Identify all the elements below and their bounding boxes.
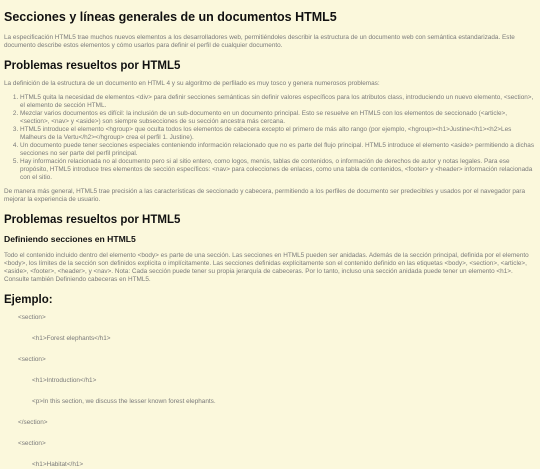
section2-heading: Problemas resueltos por HTML5 bbox=[4, 214, 181, 226]
code-line: <h1>Habitat</h1> bbox=[32, 461, 84, 468]
code-line: <p>In this section, we discuss the lesser known forest elephants. bbox=[32, 398, 216, 405]
list-item: 4. Un documento puede tener secciones especiales conteniendo información relacionado que no es parte del flujo principal. HTML5 introduce el elemento <aside> permitiendo a dichas secciones no ser parte del perfil principal. bbox=[20, 142, 536, 158]
section1-heading: Problemas resueltos por HTML5 bbox=[4, 60, 181, 72]
intro-paragraph: La especificación HTML5 trae muchos nuevos elementos a los desarrolladores web, permitiéndoles describir la estructura de un documento web con semántica estandarizada. Este documento describe estos elementos y cómo usarlos para definir el perfil de cualquier documento. bbox=[4, 34, 515, 49]
section2-paragraph: Todo el contenido incluido dentro del elemento <body> es parte de una sección. Las secciones en HTML5 pueden ser anidadas. Además de la sección principal, definida por el elemento <body>, los límites de la sección son definidos explícita o implícitamente. Las secciones definidas explícitamente son el contenido definido en las etiquetas <body>, <section>, <article>, <aside>, <footer>, <header>, y <nav>. Nota: Cada sección puede tener su propia jerarquía de cabeceras. Por lo tanto, incluso una sección anidada puede tener un elemento <h1>. Consulte también Definiendo cabeceras en HTML5. bbox=[4, 252, 529, 283]
section1-closing: De manera más general, HTML5 trae precisión a las características de seccionado y cabecera, permitiendo a los perfiles de documento ser predecibles y usados por el navegador para mejorar la experiencia de usuario. bbox=[4, 188, 526, 203]
section2-subheading: Definiendo secciones en HTML5 bbox=[4, 234, 136, 244]
code-line: <h1>Forest elephants</h1> bbox=[32, 335, 111, 342]
list-item: 2. Mezclar varios documentos es difícil: la inclusión de un sub-documento en un documento principal. Esto se resuelve en HTML5 con los elementos de seccionado (<article>, <section>, <nav> y <aside>) son siempre subsecciones de su sección ancestra más cercana. bbox=[20, 110, 536, 126]
code-line: <h1>Introduction</h1> bbox=[32, 377, 97, 384]
problems-list bbox=[4, 94, 536, 182]
code-example bbox=[4, 314, 536, 469]
code-line: </section> bbox=[18, 419, 48, 426]
page-title: Secciones y líneas generales de un documentos HTML5 bbox=[4, 10, 337, 24]
code-line: <section> bbox=[18, 440, 46, 447]
list-item: 5. Hay información relacionada no al documento pero si al sitio entero, como logos, menús, tablas de contenidos, o información de derechos de autor y notas legales. Para ese propósito, HTML5 introduce tres elementos de sección específicos: <nav> para colecciones de enlaces, como una tabla de contenidos, <footer> y <header> información relacionada con el sitio. bbox=[20, 158, 536, 182]
list-item: 3. HTML5 introduce el elemento <hgroup> que oculta todos los elementos de cabecera excepto el primero de más alto rango (por ejemplo, <hgroup><h1>Justine</h1><h2>Les Malheurs de la Vertu</h2></hgroup> crea el perfil 1. Justine). bbox=[20, 126, 536, 142]
code-line: <section> bbox=[18, 356, 46, 363]
example-heading: Ejemplo: bbox=[4, 294, 53, 306]
code-line: <section> bbox=[18, 314, 46, 321]
list-item: 1. HTML5 quita la necesidad de elementos <div> para definir secciones semánticas sin definir valores específicos para los atributos class, introduciendo un nuevo elemento, <section>, el elemento de sección HTML. bbox=[20, 94, 536, 110]
section1-paragraph: La definición de la estructura de un documento en HTML 4 y su algoritmo de perfilado es muy tosco y genera numerosos problemas: bbox=[4, 80, 380, 87]
